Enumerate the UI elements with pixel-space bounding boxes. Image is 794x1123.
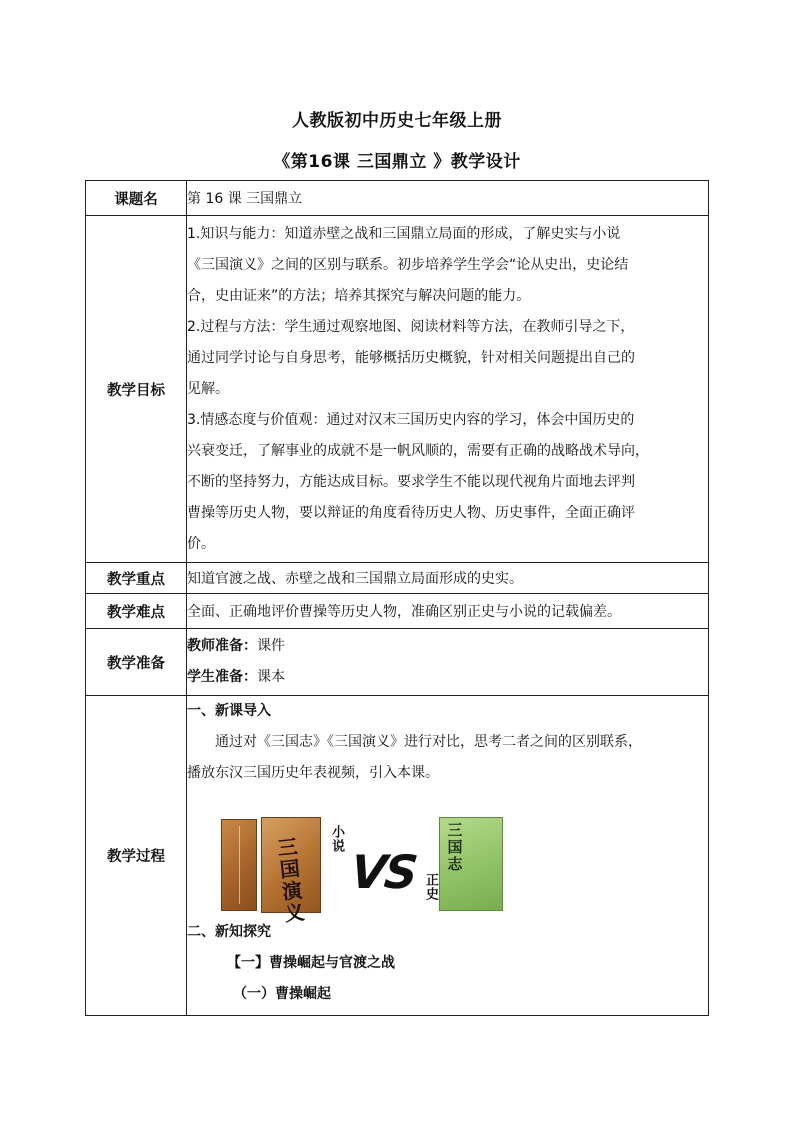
- preparation-content: [187, 629, 709, 696]
- table-row-difficulties: [86, 594, 709, 629]
- student-preparation-label: 学生准备：: [187, 669, 257, 685]
- goals-line: 价。: [187, 535, 215, 552]
- goals-line: 兴衰变迁，了解事业的成就不是一帆风顺的，需要有正确的战略战术导向，: [187, 442, 649, 459]
- novel-book-cover: [261, 817, 321, 926]
- vs-label: VS: [348, 845, 419, 899]
- novel-label: 小说: [329, 825, 344, 853]
- difficulties-label: 教学难点: [86, 594, 187, 629]
- intro-text-line: 通过对《三国志》《三国演义》进行对比，思考二者之间的区别联系，: [215, 734, 642, 750]
- subsection-heading: 【一】曹操崛起与官渡之战: [227, 955, 395, 971]
- novel-cover-title: 三国演义: [276, 834, 306, 926]
- section-new-knowledge: 二、新知探究: [187, 924, 271, 940]
- goals-line: 《三国演义》之间的区别与联系。初步培养学生学会“论从史出，史论结: [187, 256, 629, 273]
- document-subtitle: 《第16课 三国鼎立 》教学设计: [273, 152, 521, 172]
- goals-line: 合，史由证来”的方法；培养其探究与解决问题的能力。: [187, 287, 531, 304]
- difficulties-value: 全面、正确地评价曹操等历史人物，准确区别正史与小说的记载偏差。: [187, 594, 709, 629]
- goals-line: 通过同学讨论与自身思考，能够概括历史概貌，针对相关问题提出自己的: [187, 349, 635, 366]
- goals-line: 3.情感态度与价值观：通过对汉末三国历史内容的学习，体会中国历史的: [187, 411, 635, 428]
- subsubsection-heading: （一）曹操崛起: [233, 986, 331, 1002]
- goals-line: 见解。: [187, 380, 229, 397]
- goals-line: 不断的坚持努力，方能达成目标。要求学生不能以现代视角片面地去评判: [187, 473, 635, 490]
- teacher-preparation-value: 课件: [257, 638, 285, 654]
- document-title: 人教版初中历史七年级上册: [292, 111, 502, 131]
- lesson-plan-table: [85, 180, 709, 1016]
- process-content: [187, 696, 709, 1016]
- student-preparation: [187, 662, 708, 693]
- goals-line: 曹操等历史人物，要以辩证的角度看待历史人物、历史事件，全面正确评: [187, 504, 635, 521]
- goals-line: 2.过程与方法：学生通过观察地图、阅读材料等方法，在教师引导之下，: [187, 318, 635, 335]
- preparation-label: 教学准备: [86, 629, 187, 696]
- history-book-cover: [439, 817, 503, 911]
- student-preparation-value: 课本: [257, 669, 285, 685]
- goals-label: 教学目标: [86, 216, 187, 563]
- history-cover-title: 三国志: [447, 821, 463, 873]
- intro-text-line: 播放东汉三国历史年表视频，引入本课。: [187, 765, 439, 781]
- topic-value: 第 16 课 三国鼎立: [187, 181, 709, 216]
- history-label: 正史: [423, 873, 438, 901]
- table-row-topic: [86, 181, 709, 216]
- process-label: 教学过程: [86, 696, 187, 1016]
- table-row-key-points: [86, 563, 709, 594]
- goals-line: 1.知识与能力：知道赤壁之战和三国鼎立局面的形成，了解史实与小说: [187, 225, 621, 242]
- table-row-goals: [86, 216, 709, 563]
- key-points-label: 教学重点: [86, 563, 187, 594]
- section-new-lesson-intro: 一、新课导入: [187, 703, 271, 719]
- topic-label: 课题名: [86, 181, 187, 216]
- goals-content: [187, 216, 709, 563]
- books-comparison-image: [221, 817, 708, 926]
- teacher-preparation-label: 教师准备：: [187, 638, 257, 654]
- table-row-preparation: [86, 629, 709, 696]
- novel-book-spine: [221, 819, 257, 911]
- teacher-preparation: [187, 631, 708, 662]
- key-points-value: 知道官渡之战、赤壁之战和三国鼎立局面形成的史实。: [187, 563, 709, 594]
- table-row-process: [86, 696, 709, 1016]
